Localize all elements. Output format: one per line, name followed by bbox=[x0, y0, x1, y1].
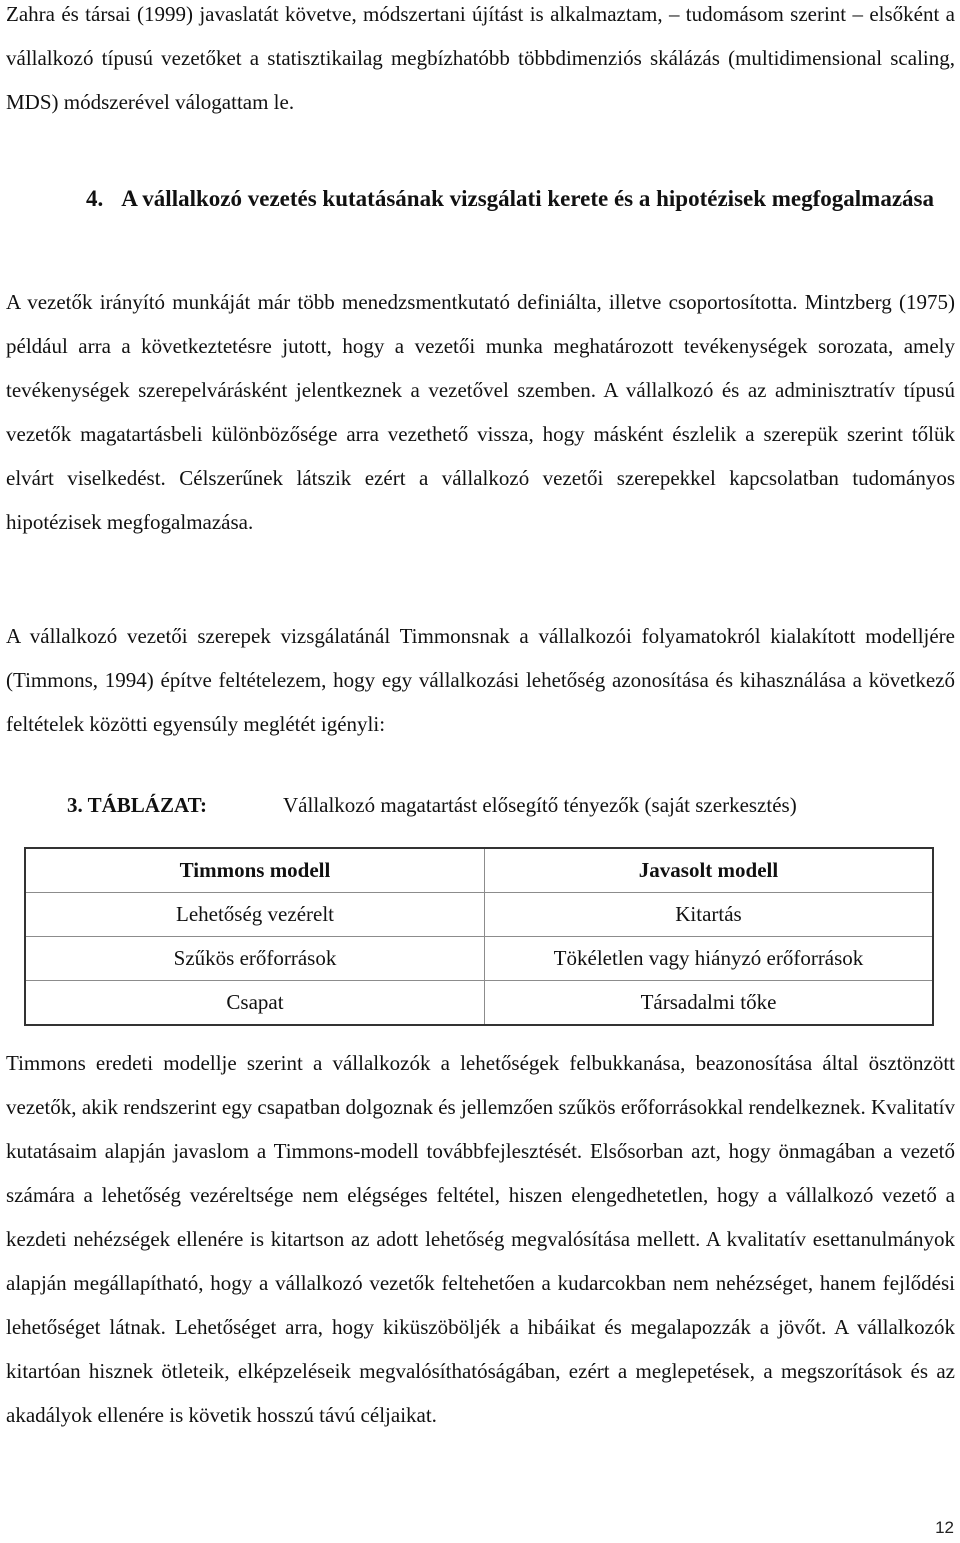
page-number: 12 bbox=[935, 1518, 954, 1537]
paragraph-timmons-intro: A vállalkozó vezetői szerepek vizsgálatánál Timmonsnak a vállalkozói folyamatokról kialakított modelljére (Timmons, 1994) építve feltételezem, hogy egy vállalkozási lehetőség azonosítása és kihasználása a következő feltételek közötti egyensúly meglétét igényli: bbox=[6, 624, 955, 736]
table-row bbox=[25, 937, 933, 981]
table-row bbox=[25, 981, 933, 1026]
table-header-row bbox=[25, 848, 933, 893]
table-caption-label: 3. TÁBLÁZAT: bbox=[67, 793, 208, 817]
table-cell: Csapat bbox=[25, 981, 485, 1026]
section-heading bbox=[60, 176, 960, 222]
table-header-cell: Timmons modell bbox=[25, 848, 485, 893]
table-cell: Tökéletlen vagy hiányzó erőforrások bbox=[485, 937, 934, 981]
comparison-table bbox=[24, 847, 934, 1026]
paragraph-intro: Zahra és társai (1999) javaslatát követve, módszertani újítást is alkalmaztam, – tudomásom szerint – elsőként a vállalkozó típusú vezetőket a statisztikailag megbízhatóbb többdimenziós skálázás (multidimensional scaling, MDS) módszerével válogattam le. bbox=[6, 2, 955, 114]
section-title: A vállalkozó vezetés kutatásának vizsgálati kerete és a hipotézisek megfogalmazása bbox=[121, 186, 935, 211]
table-cell: Lehetőség vezérelt bbox=[25, 893, 485, 937]
section-number: 4. bbox=[85, 186, 104, 211]
paragraph-leaders: A vezetők irányító munkáját már több menedzsmentkutató definiálta, illetve csoportosította. Mintzberg (1975) például arra a következtetésre jutott, hogy a vezetői munka meghatározott tevékenységek sorozata, amely tevékenységek szerepelvárásként jelentkeznek a vezetővel szemben. A vállalkozó és az adminisztratív típusú vezetők magatartásbeli különbözősége arra vezethető vissza, hogy másként észlelik a szerepük szerint tőlük elvárt viselkedést. Célszerűnek látszik ezért a vállalkozó vezetői szerepekkel kapcsolatban tudományos hipotézisek megfogalmazása. bbox=[6, 290, 955, 534]
table-caption bbox=[67, 788, 947, 822]
table-row bbox=[25, 893, 933, 937]
table-cell: Társadalmi tőke bbox=[485, 981, 934, 1026]
table-caption-text: Vállalkozó magatartást elősegítő tényezők (saját szerkesztés) bbox=[283, 793, 797, 817]
paragraph-conclusion: Timmons eredeti modellje szerint a vállalkozók a lehetőségek felbukkanása, beazonosítása által ösztönzött vezetők, akik rendszerint egy csapatban dolgoznak és jellemzően szűkös erőforrásokkal rendelkeznek. Kvalitatív kutatásaim alapján javaslom a Timmons-modell továbbfejlesztését. Elsősorban azt, hogy önmagában a vezető számára a lehetőség vezéreltsége nem elégséges feltétel, hiszen elengedhetetlen, hogy a vállalkozó vezető a kezdeti nehézségek ellenére is kitartson az adott lehetőség megvalósítása mellett. A kvalitatív esettanulmányok alapján megállapítható, hogy a vállalkozó vezetők feltehetően a kudarcokban nem nehézséget, hanem fejlődési lehetőséget látnak. Lehetőséget arra, hogy kiküszöböljék a hibáikat és megalapozzák a jövőt. A vállalkozók kitartóan hisznek ötleteik, elképzeléseik megvalósíthatóságában, ezért a meglepetések, a megszorítások és az akadályok ellenére is követik hosszú távú céljaikat. bbox=[6, 1051, 955, 1427]
table-cell: Kitartás bbox=[485, 893, 934, 937]
table-header-cell: Javasolt modell bbox=[485, 848, 934, 893]
table-cell: Szűkös erőforrások bbox=[25, 937, 485, 981]
